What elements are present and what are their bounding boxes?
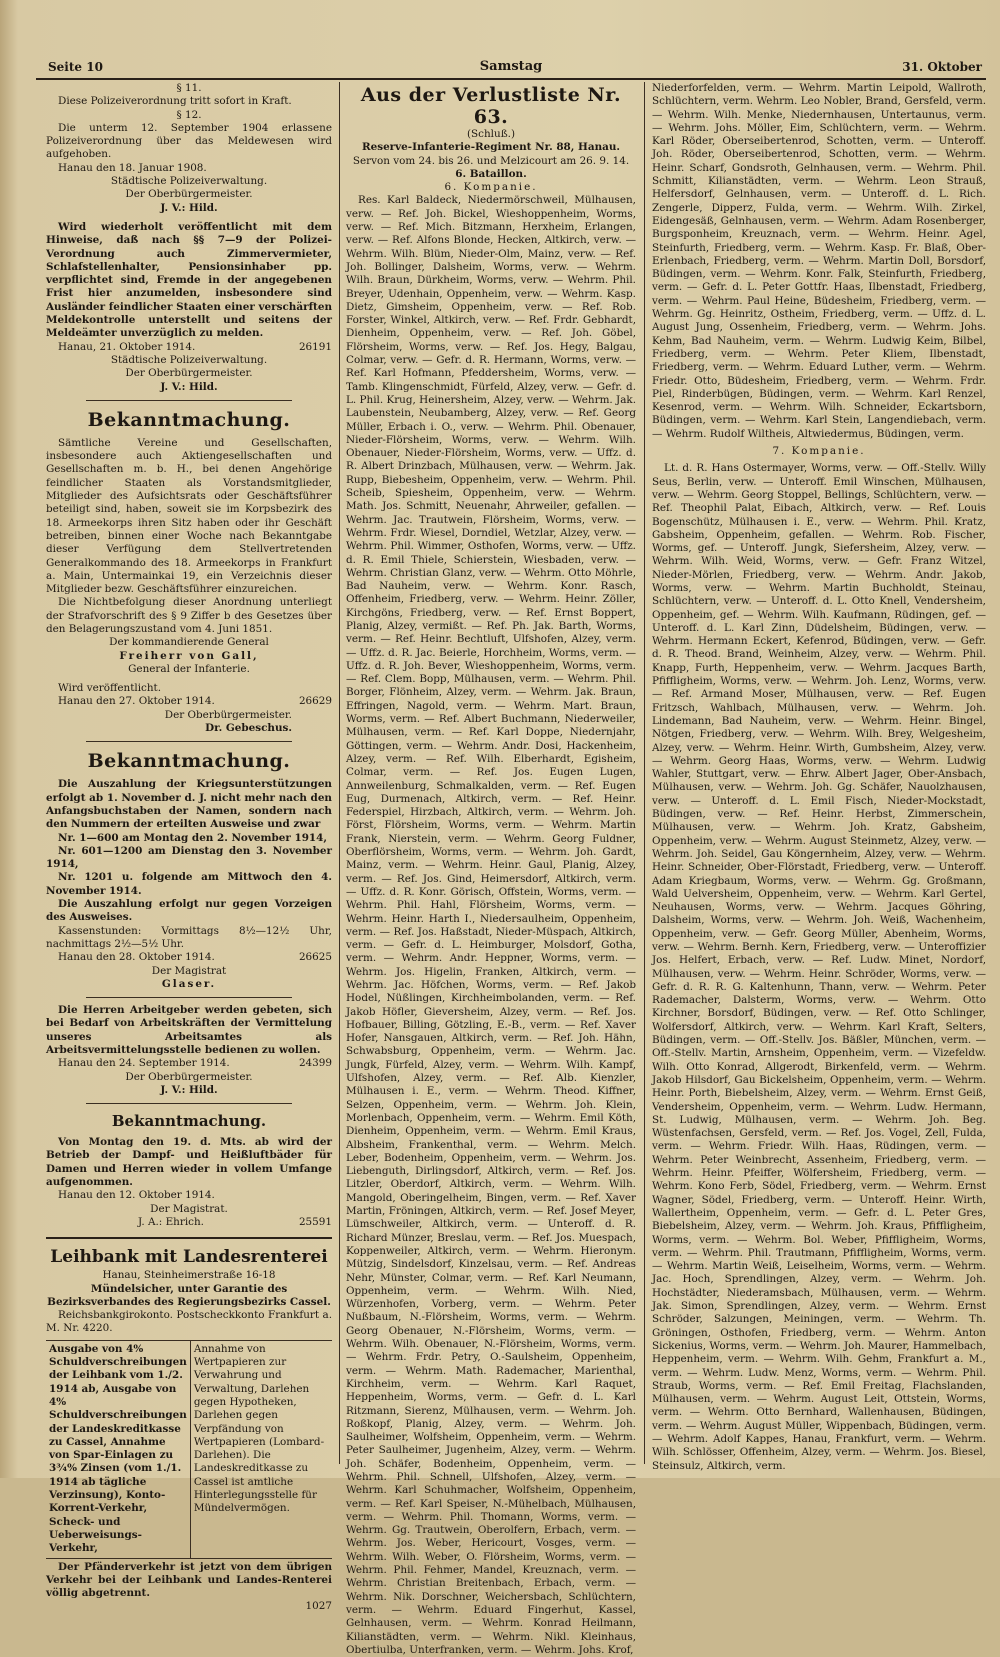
- page-header: [36, 58, 986, 80]
- bekanntmachung-2-text: Die Auszahlung der Kriegsunterstützungen erfolgt ab 1. November d. J. nicht mehr nach den Anfangsbuchstaben der Namen, sondern nach den Nummern der erteilten Ausweise und zwar: [46, 778, 332, 831]
- bekanntmachung-3-title: Bekanntmachung.: [111, 1112, 267, 1131]
- bank-left-text: Ausgabe von 4% Schuldverschreibungen der Leihbank vom 1./2. 1914 ab, Ausgabe von 4% Schuldverschreibungen der Landeskreditkasse zu Cassel, Annahme von Spar-Einlagen zu 3¾% Zinsen (vom 1./1. 1914 ab tägliche Verzinsung), Konto-Korrent-Verkehr, Scheck- und Ueberweisungs-Verkehr,: [49, 1342, 187, 1555]
- bekanntmachung-3-text: Von Montag den 19. d. Mts. ab wird der Betrieb der Dampf- und Heißluftbäder für Damen und Herren wieder in vollem Umfange aufgenommen.: [46, 1136, 332, 1189]
- bank-footer: Der Pfänderverkehr ist jetzt von dem übrigen Verkehr bei der Leihbank und Landes-Renterei völlig abgetrennt.: [46, 1558, 332, 1601]
- battalion-heading: 6. Bataillon.: [455, 167, 527, 180]
- arb-number: 24399: [298, 1057, 332, 1070]
- divider: [86, 741, 292, 742]
- bank-subtitle: Mündelsicher, unter Garantie des Bezirksverbandes des Regierungsbezirks Cassel.: [47, 1282, 331, 1308]
- casualty-list-subtitle: (Schluß.): [467, 128, 515, 140]
- signature-line: Der kommandierende General: [109, 636, 269, 649]
- payout-line: Nr. 1201 u. folgende am Mittwoch den 4. November 1914.: [46, 871, 332, 897]
- signature-line: Der Oberbürgermeister.: [125, 1070, 253, 1083]
- signature-line: Der Magistrat.: [150, 1202, 228, 1215]
- columns: [46, 82, 986, 1656]
- bank-address: Hanau, Steinheimerstraße 16-18: [102, 1269, 276, 1282]
- bank-right-text: Annahme von Wertpapieren zur Verwahrung und Verwaltung, Darlehen gegen Hypotheken, Darlehen gegen Verpfändung von Wertpapieren (Lombard-Darlehen). Die Landeskreditkasse zu Cassel ist amtliche Hinterlegungsstelle für Mündelvermögen.: [193, 1342, 325, 1515]
- column-rule: [339, 82, 340, 1464]
- column-3: [652, 82, 986, 1472]
- signature-line: Freiherr von Gall,: [119, 649, 259, 662]
- battle-location: Servon vom 24. bis 26. und Melzicourt am 26. 9. 14.: [352, 154, 630, 167]
- notice-date-text: Hanau, 21. Oktober 1914.: [58, 340, 196, 353]
- bekanntmachung-1-text: Sämtliche Vereine und Gesellschaften, insbesondere auch Aktiengesellschaften und Gesellschaften m. b. H., bei denen Angehörige feindlicher Staaten als Vorstandsmitglieder, Mitglieder des Aufsichtsrats oder Geschäftsführer beteiligt sind, haben, soweit sie im Korpsbezirk des 18. Armeekorps ihren Sitz haben oder ihr Geschäft betreiben, binnen einer Woche nach Bekanntgabe dieser Verfügung dem Stellvertretenden Generalkommando des 18. Armeekorps in Frankfurt a. Main, Untermainkai 19, ein Verzeichnis dieser Mitglieder bezw. Geschäftsführer einzureichen.: [46, 436, 332, 596]
- divider: [86, 1103, 292, 1104]
- signature-line: Der Magistrat: [151, 964, 227, 977]
- signature-line: Dr. Gebeschus.: [205, 722, 292, 735]
- bek2-date-text: Hanau den 28. Oktober 1914.: [58, 951, 215, 964]
- column-2: [346, 82, 636, 1656]
- signature-line: Der Oberbürgermeister.: [164, 708, 292, 721]
- bekanntmachung-2-date: [46, 951, 332, 964]
- header-day: Samstag: [479, 59, 543, 74]
- section-11-title: § 11.: [176, 82, 202, 94]
- column-1: [46, 82, 332, 1613]
- bek1-date-text: Hanau den 27. Oktober 1914.: [58, 695, 215, 708]
- section-12-date: Hanau den 18. Januar 1908.: [58, 161, 207, 174]
- bekanntmachung-1-date: [46, 695, 332, 708]
- bekanntmachung-3-sign: [46, 1216, 332, 1229]
- casualty-list-7: Lt. d. R. Hans Ostermayer, Worms, verw. — Off.-Stellv. Willy Seus, Berlin, verw. — Unteroff. Emil Winschen, Mülhausen, verw. — Wehrm. Georg Stoppel, Bellings, Schlüchtern, verw. — Ref. Theophil Palat, Eibach, Altkirch, verw. — Ref. Louis Bogenschütz, Mülhausen i. E., verw. — Wehrm. Phil. Kratz, Gabsheim, Oppenheim, gefallen. — Wehrm. Rob. Fischer, Worms, gef. — Unteroff. Jungk, Siefersheim, Alzey, verw. — Wehrm. Wilh. Weid, Worms, verw. — Gefr. Franz Witzel, Nieder-Mörlen, Friedberg, verw. — Wehrm. Andr. Jakob, Worms, verw. — Wehrm. Martin Buchholdt, Steinau, Schlüchtern, verw. — Unteroff. d. L. Otto Knell, Vendersheim, Oppenheim, gef. — Wehrm. Wilh. Kaufmann, Rüdingen, gef. — Unteroff. d. L. Karl Zinn, Düdelsheim, Büdingen, verw. — Wehrm. Hermann Eckert, Kefenrod, Büdingen, verw. — Gefr. d. R. Theod. Brand, Weinheim, Alzey, verw. — Wehrm. Phil. Knapp, Furth, Heppenheim, verw. — Wehrm. Jacques Barth, Pfiffligheim, Worms, verw. — Wehrm. Joh. Lenz, Worms, verw. — Ref. Armand Moser, Mülhausen, verw. — Ref. Eugen Fritzsch, Wahlbach, Mülhausen, verw. — Wehrm. Joh. Lindemann, Bad Nauheim, verw. — Wehrm. Heinr. Bingel, Nötgen, Friedberg, verw. — Wehrm. Wilh. Brey, Welgesheim, Alzey, verw. — Wehrm. Heinr. Wirth, Gumbsheim, Alzey, verw. — Wehrm. Georg Haas, Worms, verw. — Wehrm. Ludwig Wahler, Stuttgart, verw. — Ehrw. Albert Jager, Ober-Ansbach, Mülhausen, verw. — Wehrm. Joh. Gg. Schäfer, Nauolzhausen, verw. — Unteroff. d. L. Emil Fisch, Nieder-Mockstadt, Büdingen, verw. — Ref. Heinr. Herbst, Zimmerschein, Mülhausen, verw. — Wehrm. Joh. Kratz, Gabsheim, Oppenheim, verw. — Wehrm. August Steinmetz, Alzey, verw. — Wehrm. Joh. Seidel, Gau Köngernheim, Alzey, verw. — Wehrm. Heinr. Schneider, Ober-Flörstadt, Friedberg, verw. — Unteroff. Adam Kriegbaum, Worms, verw. — Wehrm. Gg. Großmann, Wald Uelversheim, Oppenheim, verw. — Wehrm. Karl Gertel, Neuhausen, Worms, verw. — Wehrm. Jacques Göhring, Dalsheim, Worms, verw. — Wehrm. Joh. Weiß, Wachenheim, Oppenheim, verw. — Gefr. Georg Müller, Abenheim, Worms, verw. — Wehrm. Bernh. Kern, Friedberg, verw. — Unteroffizier Jos. Helfert, Erbach, verw. — Ref. Ludw. Minet, Nordorf, Mülhausen, verw. — Wehrm. Heinr. Schröder, Worms, verw. — Gefr. d. R. R. G. Kaltenhunn, Thann, verw. — Wehrm. Peter Rademacher, Dalsterm, Worms, verw. — Wehrm. Otto Kirchner, Borsdorf, Büdingen, verw. — Ref. Otto Schlinger, Wolfersdorf, Altkirch, verw. — Wehrm. Karl Kraft, Selters, Büdingen, verm. — Off.-Stellv. Jos. Bäßler, München, verm. — Off.-Stellv. Martin, Arnsheim, Oppenheim, verm. — Vizefeldw. Wilh. Otto Konrad, Allgerodt, Birkenfeld, verm. — Wehrm. Jakob Hilsdorf, Gau Bickelsheim, Oppenheim, verm. — Wehrm. Heinr. Porth, Biebelsheim, Alzey, verm. — Wehrm. Ernst Geiß, Vendersheim, Oppenheim, verm. — Wehrm. Ludw. Hermann, St. Ludwig, Mülhausen, verm. — Wehrm. Joh. Beg. Wüstenfachsen, Gersfeld, verm. — Ref. Jos. Vogel, Zell, Fulda, verm. — Wehrm. Friedr. Wilh. Haas, Rüdingen, verm. — Wehrm. Peter Weinbrecht, Assenheim, Friedberg, verm. — Wehrm. Heinr. Pfeiffer, Wölfersheim, Friedberg, verm. — Wehrm. Kono Ferb, Södel, Friedberg, verm. — Wehrm. Ernst Wagner, Södel, Friedberg, verm. — Unteroff. Heinr. Wirth, Wallertheim, Oppenheim, verm. — Gefr. d. L. Peter Gres, Biebelsheim, Alzey, verm. — Wehrm. Joh. Kraus, Pfiffligheim, Worms, verm. — Wehrm. Bol. Weber, Pfiffligheim, Worms, verm. — Wehrm. Phil. Trautmann, Pfiffligheim, Worms, verm. — Wehrm. Martin Weiß, Leiselheim, Worms, verm. — Wehrm. Jac. Hoch, Sprendlingen, Alzey, verm. — Wehrm. Joh. Hochstädter, Niederamsbach, Mülhausen, verm. — Wehrm. Jak. Simon, Sprendlingen, Alzey, verm. — Wehrm. Ernst Schröder, Salzungen, Meiningen, verm. — Wehrm. Th. Gröningen, Osthofen, Friedberg, verm. — Wehrm. Anton Sickenius, Worms, verm. — Wehrm. Joh. Maurer, Hammelbach, Heppenheim, verm. — Wehrm. Wilh. Gehm, Frankfurt a. M., verm. — Wehrm. Ludw. Menz, Worms, verm. — Wehrm. Phil. Straub, Worms, verm. — Ref. Emil Freitag, Flachslanden, Mülhausen, verm. — Wehrm. August Leit, Ottstein, Worms, verm. — Wehrm. Otto Bernhard, Wallenhausen, Büdingen, verm. — Wehrm. August Müller, Wippenbach, Büdingen, verm. — Wehrm. Adolf Kappes, Hanau, Frankfurt, verm. — Wehrm. Wilh. Schlösser, Offenheim, Alzey, verm. — Wehrm. Jos. Biesel, Steinsulz, Altkirch, verm.: [652, 462, 986, 1472]
- signature-line: J. V.: Hild.: [160, 1083, 218, 1096]
- bank-number: 1027: [305, 1600, 332, 1613]
- bekanntmachung-1-text-2: Die Nichtbefolgung dieser Anordnung unterliegt der Strafvorschrift des § 9 Ziffer b des Gesetzes über den Belagerungszustand vom 4. Juni 1851.: [46, 596, 332, 635]
- notice-text: Wird wiederholt veröffentlicht mit dem Hinweise, daß nach §§ 7—9 der Polizei-Verordnung auch Zimmervermieter, Schlafstellenhalter, Pensionsinhaber pp. verpflichtet sind, Fremde in der angegebenen Frist hier anzumelden, insbesondere sind Ausländer feindlicher Staaten einer verschärften Meldekontrolle unterstellt und seitens der Meldeämter unverzüglich zu melden.: [46, 220, 332, 340]
- signature-line: J. V.: Hild.: [160, 201, 218, 214]
- notice-date: [46, 341, 332, 354]
- signature-line: General der Infanterie.: [128, 662, 250, 675]
- header-date: 31. Oktober: [902, 60, 982, 74]
- bek3-number: 25591: [298, 1215, 332, 1228]
- casualty-list-continued: Niederforfelden, verm. — Wehrm. Martin Leipold, Wallroth, Schlüchtern, verm. Wehrm. Leo Nobler, Brand, Gersfeld, verm. — Wehrm. Wilh. Menke, Niedernhausen, Untertaunus, verm. — Wehrm. Johs. Möller, Eim, Schlüchtern, verm. — Wehrm. Karl Röder, Oberseibertenrod, Schotten, verm. — Unteroff. Joh. Röder, Oberseibertenrod, Schotten, verm. — Wehrm. Heinr. Scharf, Gondsroth, Gelnhausen, verm. — Wehrm. Phil. Schmitt, Kilianstädten, verm. — Wehrm. Leon Strauß, Helfersdorf, Gelnhausen, verm. — Unteroff. d. L. Rich. Zengerle, Dipperz, Fulda, verm. — Wehrm. Wilh. Zirkel, Eidengesäß, Gelnhausen, verm. — Wehrm. Adam Rosenberger, Burgsponheim, Kreuznach, verm. — Wehrm. Heinr. Agel, Steinfurth, Friedberg, verm. — Wehrm. Kasp. Fr. Blaß, Ober-Erlenbach, Friedberg, verm. — Wehrm. Martin Doll, Borsdorf, Büdingen, verm. — Wehrm. Konr. Falk, Steinfurth, Friedberg, verm. — Gefr. d. L. Peter Gottfr. Haas, Ilbenstadt, Friedberg, verm. — Wehrm. Paul Heine, Büdesheim, Friedberg, verm. — Wehrm. Gg. Heinritz, Ostheim, Friedberg, verm. — Uffz. d. L. August Jung, Ossenheim, Friedberg, verm. — Wehrm. Johs. Kehm, Bad Nauheim, verm. — Wehrm. Ludwig Keim, Bilbel, Friedberg, verm. — Wehrm. Peter Kliem, Ilbenstadt, Friedberg, verm. — Wehrm. Eduard Luther, verm. — Wehrm. Friedr. Otto, Büdesheim, Friedberg, verm. — Wehrm. Frdr. Piel, Rinderbügen, Büdingen, verm. — Wehrm. Karl Renzel, Kesenrod, verm. — Wehrm. Wilh. Schneider, Eckartsborn, Büdingen, verm. — Wehrm. Karl Stein, Langendiebach, verm. — Wehrm. Rudolf Wiltheis, Altwiedermus, Büdingen, verm.: [652, 82, 986, 440]
- section-11-text: Diese Polizeiverordnung tritt sofort in Kraft.: [58, 95, 292, 108]
- employers-date: [46, 1057, 332, 1070]
- company-heading-7: 7. Kompanie.: [772, 445, 866, 458]
- payout-line: Nr. 1—600 am Montag den 2. November 1914,: [58, 831, 328, 844]
- casualty-list-text: Res. Karl Baldeck, Niedermörschweil, Mülhausen, verw. — Ref. Joh. Bickel, Wieshoppenheim, Worms, verw. — Ref. Mich. Bitzmann, Herxheim, Erlangen, verw. — Ref. Alfons Blonde, Hecken, Altkirch, verw. — Wehrm. Wilh. Blüm, Nieder-Olm, Mainz, verw. — Ref. Joh. Bollinger, Dalsheim, Worms, verw. — Wehrm. Wilh. Braun, Dürkheim, Worms, verw. — Wehrm. Phil. Breyer, Udenhain, Oppenheim, verw. — Wehrm. Kasp. Dietz, Gimsheim, Oppenheim, verw. — Ref. Rob. Forster, Winkel, Altkirch, verw. — Ref. Frdr. Gebhardt, Dienheim, Oppenheim, verw. — Ref. Joh. Göbel, Flörsheim, Worms, verw. — Ref. Jos. Hegy, Balgau, Colmar, verw. — Gefr. d. R. Hermann, Worms, verw. — Ref. Karl Hofmann, Pfeddersheim, Worms, verw. — Tamb. Klingenschmidt, Fürfeld, Alzey, verw. — Gefr. d. L. Phil. Krug, Heinersheim, Alzey, verw. — Wehrm. Jak. Laubenstein, Neubamberg, Alzey, verw. — Ref. Georg Müller, Erbach i. O., verw. — Wehrm. Phil. Obenauer, Nieder-Flörsheim, Worms, verw. — Wehrm. Wilh. Obenauer, Nieder-Flörsheim, Worms, verw. — Uffz. d. R. Albert Drinzbach, Mülhausen, verw. — Wehrm. Jak. Rupp, Biebesheim, Oppenheim, verw. — Wehrm. Phil. Scheib, Spiesheim, Oppenheim, verw. — Wehrm. Math. Jos. Schmitt, Neuenahr, Ahrweiler, gefallen. — Wehrm. Jac. Trautwein, Flörsheim, Worms, verw. — Wehrm. Frdr. Wiesel, Dorndiel, Wetzlar, Alzey, verw. — Wehrm. Phil. Wimmer, Osthofen, Worms, verw. — Uffz. d. R. Emil Thiele, Schierstein, Wiesbaden, verw. — Wehrm. Christian Glanz, verw. — Wehrm. Otto Möhrle, Bad Nauheim, verw. — Wehrm. Konr. Rasch, Offenheim, Friedberg, verw. — Wehrm. Heinr. Zöller, Kirchgöns, Friedberg, verw. — Ref. Ernst Boppert, Planig, Alzey, vermißt. — Ref. Ph. Jak. Barth, Worms, verm. — Ref. Heinr. Bechtluft, Ulfshofen, Alzey, verm. — Uffz. d. R. Jac. Beierle, Horchheim, Worms, verm. — Uffz. d. R. Joh. Bever, Wieshoppenheim, Worms, verm. — Ref. Clem. Bopp, Mülhausen, verm. — Wehrm. Phil. Borger, Flönheim, Alzey, verm. — Wehrm. Jak. Braun, Effringen, Nagold, verm. — Wehrm. Mart. Braun, Worms, verm. — Ref. Albert Buchmann, Niederweiler, Mülhausen, verm. — Ref. Karl Doppe, Niedernjahr, Göttingen, verm. — Wehrm. Andr. Dosi, Hackenheim, Alzey, verm. — Ref. Wilh. Elberhardt, Egisheim, Colmar, verm. — Ref. Jos. Eugen Lugen, Annweilenburg, Schmalkalden, verm. — Ref. Eugen Eug, Durmenach, Altkirch, verm. — Ref. Heinr. Federspiel, Hirzbach, Altkirch, verm. — Wehrm. Joh. Först, Flörsheim, Worms, verm. — Wehrm. Martin Frank, Nierstein, verm. — Wehrm. Georg Fuldner, Oberflörsheim, Worms, verm. — Wehrm. Joh. Gardt, Mainz, verm. — Wehrm. Heinr. Gaul, Planig, Alzey, verm. — Ref. Jos. Gind, Heimersdorf, Altkirch, verm. — Uffz. d. R. Konr. Görisch, Offstein, Worms, verm. — Wehrm. Phil. Hahl, Flörsheim, Worms, verm. — Wehrm. Heinr. Harth I., Niedersaulheim, Oppenheim, verm. — Ref. Jos. Haßstadt, Nieder-Müspach, Altkirch, verm. — Gefr. d. L. Heimburger, Molsdorf, Gotha, verm. — Wehrm. Andr. Heppner, Worms, verm. — Wehrm. Jos. Higelin, Franken, Altkirch, verm. — Wehrm. Jac. Höfchen, Worms, verm. — Ref. Jakob Hodel, Nüßlingen, Kirchheimbolanden, verm. — Ref. Jakob Höfler, Gieversheim, Alzey, verm. — Ref. Jos. Hofbauer, Billing, Götzling, E.-B., verm. — Ref. Xaver Hofer, Nansgauen, Altkirch, verm. — Ref. Joh. Hähn, Schwabsburg, Oppenheim, verm. — Wehrm. Jac. Jungk, Fürfeld, Alzey, verm. — Wehrm. Wilh. Kampf, Ulfshofen, Alzey, verm. — Ref. Alb. Kienzler, Mülhausen i. E., verm. — Wehrm. Theod. Kiffner, Selzen, Oppenheim, verm. — Wehrm. Joh. Klein, Morlenbach, Oppenheim, verm. — Wehrm. Emil Köth, Dienheim, Oppenheim, verm. — Wehrm. Emil Kraus, Albsheim, Frankenthal, verm. — Wehrm. Melch. Leber, Bodenheim, Oppenheim, verm. — Wehrm. Jos. Liebenguth, Dirlingsdorf, Altkirch, verm. — Ref. Jos. Litzler, Oberdorf, Altkirch, verm. — Wehrm. Wilh. Mangold, Oberingelheim, Bingen, verm. — Ref. Xaver Martin, Fröningen, Altkirch, verm. — Ref. Josef Meyer, Lümschweiler, Altkirch, verm. — Unteroff. d. R. Richard Münzer, Breslau, verm. — Ref. Jos. Muespach, Koppenweiler, Altkirch, verm. — Wehrm. Hieronym. Mützig, Sindelsdorf, Kinzelsau, verm. — Ref. Andreas Nehr, Münster, Colmar, verm. — Ref. Karl Neumann, Oppenheim, verm. — Wehrm. Wilh. Nied, Würzenhofen, Vorberg, verm. — Wehrm. Peter Nußbaum, N.-Flörsheim, Worms, verm. — Wehrm. Georg Obenauer, N.-Flörsheim, Worms, verm. — Wehrm. Wilh. Obenauer, N.-Flörsheim, Worms, verm. — Wehrm. Frdr. Petry, O.-Saulsheim, Oppenheim, verm. — Wehrm. Math. Rademacher, Marienthal, Kirchheim, verm. — Wehrm. Karl Raquet, Heppenheim, Worms, verm. — Gefr. d. L. Karl Ritzmann, Sierenz, Mülhausen, verm. — Wehrm. Joh. Roßkopf, Planig, Alzey, verm. — Wehrm. Joh. Saulheimer, Wolfsheim, Oppenheim, verm. — Wehrm. Peter Saulheimer, Jugenheim, Alzey, verm. — Wehrm. Joh. Schäfer, Bodenheim, Oppenheim, verm. — Wehrm. Phil. Schnell, Ulfshofen, Alzey, verm. — Wehrm. Karl Schuhmacher, Wolfsheim, Oppenheim, verm. — Ref. Karl Speiser, N.-Mühelbach, Mülhausen, verm. — Wehrm. Phil. Thomann, Worms, verm. — Wehrm. Gg. Trautwein, Oberolfern, Erbach, verm. — Wehrm. Jos. Weber, Hericourt, Vosges, verm. — Wehrm. Wilh. Weber, O. Flörsheim, Worms, verm. — Wehrm. Phil. Fehmer, Mandel, Kreuznach, verm. — Wehrm. Christian Breitenbach, Erbach, verm. — Wehrm. Nik. Dorschner, Weichersbach, Schlüchtern, verm. — Wehrm. Eduard Fingerhut, Kassel, Gelnhausen, verm. — Wehrm. Konrad Heilmann, Kilianstädten, verm. — Wehrm. Nikl. Kleinhaus, Obertiulba, Unterfranken, verm. — Wehrm. Johs. Krof,: [346, 194, 636, 1656]
- company-heading: 6. Kompanie.: [444, 181, 538, 194]
- section-12-title: § 12.: [176, 108, 202, 121]
- arb-date-text: Hanau den 24. September 1914.: [58, 1057, 230, 1070]
- signature-line: Städtische Polizeiverwaltung.: [110, 353, 268, 366]
- section-12-text: Die unterm 12. September 1904 erlassene Polizeiverordnung über das Meldewesen wird aufgehoben.: [46, 121, 332, 161]
- signature-line: J. V.: Hild.: [160, 380, 218, 393]
- regiment-heading: Reserve-Infanterie-Regiment Nr. 88, Hanau.: [361, 141, 621, 154]
- payout-line: Die Auszahlung erfolgt nur gegen Vorzeigen des Ausweises.: [46, 898, 332, 924]
- bank-giro: Reichsbankgirokonto. Postscheckkonto Frankfurt a. M. Nr. 4220.: [46, 1309, 332, 1335]
- bank-title: Leihbank mit Landesrenterei: [50, 1247, 328, 1268]
- notice-number: 26191: [298, 340, 332, 353]
- casualty-list-title: Aus der Verlustliste Nr. 63.: [360, 84, 622, 128]
- bek3-sign-text: J. A.: Ehrich.: [138, 1215, 204, 1228]
- bek1-number: 26629: [298, 695, 332, 708]
- signature-line: Der Oberbürgermeister.: [125, 367, 253, 380]
- divider: [86, 400, 292, 401]
- payout-line: Nr. 601—1200 am Dienstag den 3. November 1914,: [46, 844, 332, 871]
- bank-services: [46, 1340, 332, 1558]
- signature-line: Glaser.: [161, 977, 217, 990]
- page-number: Seite 10: [48, 60, 103, 74]
- column-rule: [644, 82, 645, 1464]
- divider: [86, 997, 292, 998]
- signature-line: Der Oberbürgermeister.: [125, 188, 253, 201]
- employers-notice: Die Herren Arbeitgeber werden gebeten, sich bei Bedarf von Arbeitskräften der Vermittelung unseres Arbeitsamtes als Arbeitsvermittelungsstelle bedienen zu wollen.: [46, 1004, 332, 1056]
- bek2-number: 26625: [298, 951, 332, 964]
- bekanntmachung-3-date: Hanau den 12. Oktober 1914.: [58, 1189, 215, 1202]
- office-hours: Kassenstunden: Vormittags 8½—12½ Uhr, nachmittags 2½—5½ Uhr.: [46, 924, 332, 950]
- divider: [46, 1237, 332, 1239]
- bekanntmachung-1-title: Bekanntmachung.: [87, 408, 291, 431]
- bekanntmachung-1-pub: Wird veröffentlicht.: [58, 682, 162, 695]
- bank-services-right: [190, 1341, 332, 1558]
- bekanntmachung-2-title: Bekanntmachung.: [87, 750, 291, 773]
- bank-services-left: [46, 1341, 190, 1558]
- signature-line: Städtische Polizeiverwaltung.: [110, 175, 268, 188]
